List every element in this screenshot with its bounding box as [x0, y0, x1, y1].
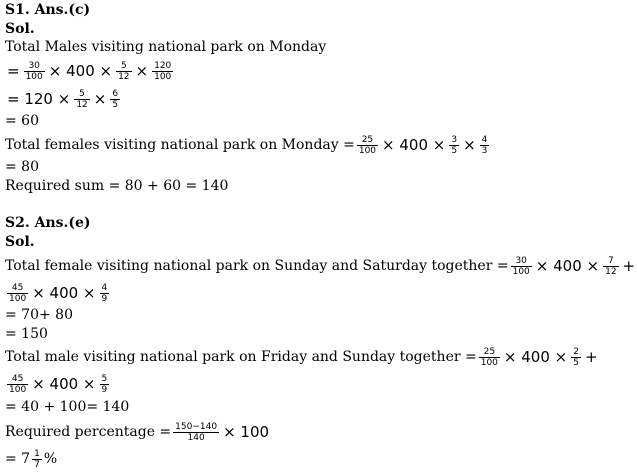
s2-line-female-calc: Total female visiting national park on Sunday and Saturday together = $\frac{30}{100}$ × 400 × $\frac{7}{12}$ +	[5, 255, 636, 277]
s2-line-female-result: = 150	[5, 326, 48, 342]
s2-line-female-sum: = 70+ 80	[5, 307, 73, 323]
s1-heading: S1. Ans.(c)	[5, 2, 91, 18]
fraction: $\frac{25}{100}$	[480, 346, 498, 368]
fraction: $\frac{5}{9}$	[101, 373, 108, 395]
fraction: $\frac{7}{12}$	[605, 255, 617, 277]
s2-line-male-result: = 40 + 100= 140	[5, 399, 130, 415]
s2-line-male-calc-cont: $\frac{45}{100}$ × 400 × $\frac{5}{9}$	[9, 373, 108, 395]
fraction: $\frac{3}{5}$	[451, 134, 458, 156]
s2-heading: S2. Ans.(e)	[5, 215, 91, 231]
fraction: $\frac{5}{12}$	[118, 60, 130, 82]
fraction: $\frac{25}{100}$	[358, 134, 377, 156]
fraction: $\frac{2}{5}$	[573, 346, 579, 368]
s1-line-males-title: Total Males visiting national park on Monday	[5, 39, 327, 55]
s1-line-females-result: = 80	[5, 159, 39, 175]
s1-sol-label: Sol.	[5, 21, 35, 37]
s1-line-males-simplify: = 120 × $\frac{5}{12}$ × $\frac{6}{5}$	[7, 88, 119, 110]
fraction: $\frac{45}{100}$	[9, 282, 27, 304]
s2-line-female-calc-cont: $\frac{45}{100}$ × 400 × $\frac{4}{9}$	[9, 282, 108, 304]
fraction: $\frac{30}{100}$	[512, 255, 530, 277]
fraction: $\frac{6}{5}$	[112, 88, 119, 110]
s2-sol-label: Sol.	[5, 234, 35, 250]
s1-line-males-calc: = $\frac{30}{100}$ × 400 × $\frac{5}{12}$ × $\frac{120}{100}$	[7, 60, 172, 82]
s1-line-males-result: = 60	[5, 113, 39, 129]
fraction: $\frac{1}{7}$	[34, 448, 40, 470]
fraction: $\frac{4}{3}$	[481, 134, 488, 156]
fraction: $\frac{30}{100}$	[25, 60, 43, 82]
fraction: $\frac{5}{12}$	[76, 88, 88, 110]
s2-line-final-answer: = 7 $\frac{1}{7}$ %	[5, 448, 58, 470]
s1-line-required-sum: Required sum = 80 + 60 = 140	[5, 178, 229, 194]
s1-line-females-calc: Total females visiting national park on Monday = $\frac{25}{100}$ × 400 × $\frac{3}{5}$ × $\frac{4}{3}$	[5, 134, 488, 156]
fraction: $\frac{45}{100}$	[9, 373, 27, 395]
fraction: $\frac{120}{100}$	[154, 60, 172, 82]
s2-line-required-percentage: Required percentage = $\frac{150-140}{140}$ × 100	[5, 421, 270, 443]
s2-line-male-calc: Total male visiting national park on Friday and Sunday together = $\frac{25}{100}$ × 400 × $\frac{2}{5}$ +	[5, 346, 598, 368]
fraction: $\frac{4}{9}$	[101, 282, 108, 304]
fraction: $\frac{150-140}{140}$	[175, 421, 218, 443]
